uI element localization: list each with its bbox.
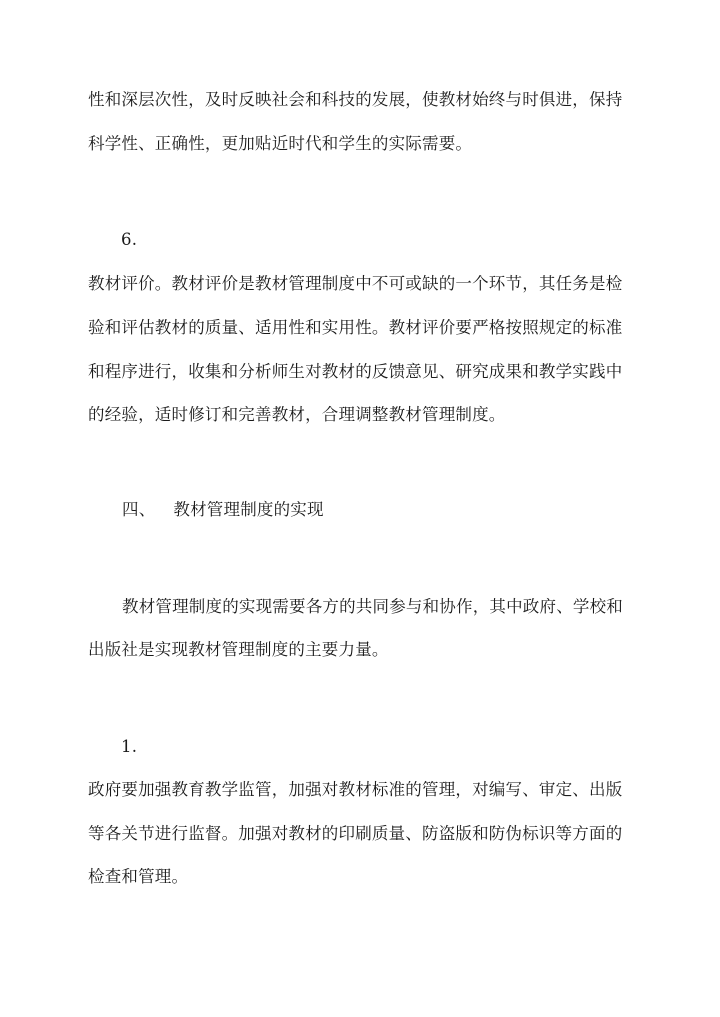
paragraph-line: 性和深层次性，及时反映社会和科技的发展，使教材始终与时俱进，保持: [88, 90, 623, 109]
list-item-number: 6.: [121, 230, 138, 249]
paragraph-line: 检查和管理。: [88, 867, 189, 886]
paragraph-line: 教材评价。教材评价是教材管理制度中不可或缺的一个环节，其任务是检: [88, 274, 623, 293]
paragraph-line: 政府要加强教育教学监管，加强对教材标准的管理，对编写、审定、出版: [88, 780, 623, 799]
list-item-number: 1.: [121, 737, 138, 756]
paragraph-line: 出版社是实现教材管理制度的主要力量。: [88, 640, 389, 659]
paragraph-line: 和程序进行，收集和分析师生对教材的反馈意见、研究成果和教学实践中: [88, 362, 623, 381]
paragraph-line: 科学性、正确性，更加贴近时代和学生的实际需要。: [88, 134, 473, 153]
section-number: 四、: [122, 500, 156, 519]
paragraph-line: 教材管理制度的实现需要各方的共同参与和协作，其中政府、学校和: [122, 597, 623, 616]
paragraph-line: 验和评估教材的质量、适用性和实用性。教材评价要严格按照规定的标准: [88, 318, 623, 337]
paragraph-line: 等各关节进行监督。加强对教材的印刷质量、防盗版和防伪标识等方面的: [88, 824, 623, 843]
paragraph-line: 的经验，适时修订和完善教材，合理调整教材管理制度。: [88, 405, 506, 424]
section-heading: [122, 500, 682, 520]
section-title: 教材管理制度的实现: [173, 500, 324, 519]
